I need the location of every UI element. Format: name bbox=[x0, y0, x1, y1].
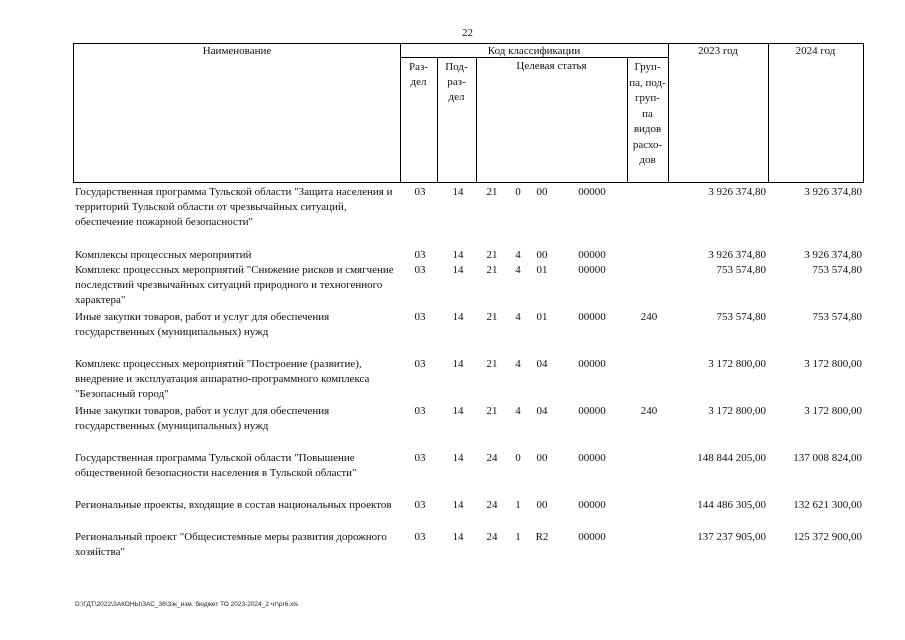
header-divider-code bbox=[668, 43, 669, 183]
row-podrazdel: 14 bbox=[452, 186, 464, 198]
row-razdel: 03 bbox=[414, 531, 426, 543]
row-target-structure: 00 bbox=[536, 249, 548, 261]
row-target-program: 21 bbox=[486, 358, 498, 370]
row-target-program: 21 bbox=[486, 311, 498, 323]
row-amount-2023: 3 926 374,80 bbox=[708, 249, 766, 261]
row-name: Государственная программа Тульской области "Повышение общественной безопасности населения в Тульской области" bbox=[75, 452, 357, 479]
header-right-border bbox=[863, 43, 864, 183]
row-target-structure: 01 bbox=[536, 311, 548, 323]
row-amount-2023: 3 172 800,00 bbox=[708, 358, 766, 370]
row-razdel: 03 bbox=[414, 405, 426, 417]
row-group: 240 bbox=[640, 405, 658, 417]
row-podrazdel: 14 bbox=[452, 531, 464, 543]
row-name: Комплекс процессных мероприятий "Снижение рисков и смягчение последствий чрезвычайных ситуаций природного и техногенного характера" bbox=[75, 264, 394, 306]
row-target-program: 24 bbox=[486, 452, 498, 464]
row-target-program: 21 bbox=[486, 249, 498, 261]
row-razdel: 03 bbox=[414, 186, 426, 198]
row-target-structure: 04 bbox=[536, 358, 548, 370]
row-target-type: 4 bbox=[515, 358, 521, 370]
row-target-program: 24 bbox=[486, 499, 498, 511]
header-razdel: Раз- дел bbox=[408, 61, 428, 88]
row-target-type: 0 bbox=[515, 186, 521, 198]
row-target-structure: 00 bbox=[536, 186, 548, 198]
row-amount-2023: 144 486 305,00 bbox=[697, 499, 766, 511]
header-target: Целевая статья bbox=[516, 60, 587, 72]
row-name: Иные закупки товаров, работ и услуг для обеспечения государственных (муниципальных) нужд bbox=[75, 311, 330, 338]
row-group: 240 bbox=[640, 311, 658, 323]
row-target-structure: R2 bbox=[535, 531, 549, 543]
row-name: Иные закупки товаров, работ и услуг для обеспечения государственных (муниципальных) нужд bbox=[75, 405, 330, 432]
row-podrazdel: 14 bbox=[452, 452, 464, 464]
row-target-direction: 00000 bbox=[578, 531, 606, 543]
row-target-type: 4 bbox=[515, 249, 521, 261]
row-name: Региональный проект "Общесистемные меры развития дорожного хозяйства" bbox=[75, 531, 387, 558]
header-2023: 2023 год bbox=[698, 45, 738, 57]
row-target-structure: 01 bbox=[536, 264, 548, 276]
row-target-program: 24 bbox=[486, 531, 498, 543]
row-razdel: 03 bbox=[414, 358, 426, 370]
row-target-direction: 00000 bbox=[578, 405, 606, 417]
row-razdel: 03 bbox=[414, 452, 426, 464]
header-bottom-border bbox=[73, 182, 864, 183]
row-target-direction: 00000 bbox=[578, 311, 606, 323]
row-razdel: 03 bbox=[414, 264, 426, 276]
row-amount-2023: 137 237 905,00 bbox=[697, 531, 766, 543]
row-amount-2024: 3 926 374,80 bbox=[804, 186, 862, 198]
row-name: Комплексы процессных мероприятий bbox=[75, 249, 252, 261]
row-target-type: 1 bbox=[515, 531, 521, 543]
row-target-structure: 04 bbox=[536, 405, 548, 417]
row-amount-2024: 753 574,80 bbox=[812, 311, 862, 323]
row-podrazdel: 14 bbox=[452, 311, 464, 323]
row-target-structure: 00 bbox=[536, 452, 548, 464]
row-amount-2024: 3 172 800,00 bbox=[804, 358, 862, 370]
row-target-type: 0 bbox=[515, 452, 521, 464]
row-amount-2024: 3 172 800,00 bbox=[804, 405, 862, 417]
row-amount-2023: 148 844 205,00 bbox=[697, 452, 766, 464]
row-target-type: 4 bbox=[515, 311, 521, 323]
row-razdel: 03 bbox=[414, 499, 426, 511]
row-target-type: 4 bbox=[515, 405, 521, 417]
row-target-direction: 00000 bbox=[578, 249, 606, 261]
row-name: Государственная программа Тульской области "Защита населения и территорий Тульской области от чрезвычайных ситуаций, обеспечение пожарной безопасности" bbox=[75, 186, 393, 228]
row-amount-2024: 132 621 300,00 bbox=[793, 499, 862, 511]
row-podrazdel: 14 bbox=[452, 405, 464, 417]
row-target-direction: 00000 bbox=[578, 358, 606, 370]
header-podrazdel: Под- раз- дел bbox=[445, 61, 468, 103]
row-target-program: 21 bbox=[486, 405, 498, 417]
header-divider-podrazdel bbox=[476, 57, 477, 183]
header-top-border bbox=[73, 43, 864, 44]
row-target-direction: 00000 bbox=[578, 452, 606, 464]
row-amount-2024: 125 372 900,00 bbox=[793, 531, 862, 543]
row-podrazdel: 14 bbox=[452, 249, 464, 261]
row-podrazdel: 14 bbox=[452, 264, 464, 276]
row-amount-2023: 3 172 800,00 bbox=[708, 405, 766, 417]
row-amount-2024: 137 008 824,00 bbox=[793, 452, 862, 464]
row-amount-2024: 3 926 374,80 bbox=[804, 249, 862, 261]
page-number: 22 bbox=[462, 27, 473, 39]
header-name: Наименование bbox=[202, 45, 272, 57]
header-group: Груп- па, под- груп- па видов расхо- дов bbox=[629, 61, 666, 166]
row-razdel: 03 bbox=[414, 311, 426, 323]
file-path-footer: D:\ГДТ\2022\ЗАКОНЫ\ЗАС_38\3зк_изм. бюджет ТО 2023-2024_2 чт\pr6.xls bbox=[75, 601, 299, 608]
header-2024: 2024 год bbox=[795, 45, 836, 57]
row-amount-2024: 753 574,80 bbox=[812, 264, 862, 276]
row-podrazdel: 14 bbox=[452, 358, 464, 370]
row-target-structure: 00 bbox=[536, 499, 548, 511]
row-name: Комплекс процессных мероприятий "Построение (развитие), внедрение и эксплуатация аппаратно-программного комплекса "Безопасный город" bbox=[75, 358, 370, 400]
row-podrazdel: 14 bbox=[452, 499, 464, 511]
row-target-program: 21 bbox=[486, 186, 498, 198]
header-divider-2023 bbox=[768, 43, 769, 183]
row-amount-2023: 3 926 374,80 bbox=[708, 186, 766, 198]
row-amount-2023: 753 574,80 bbox=[716, 264, 766, 276]
row-name: Региональные проекты, входящие в состав национальных проектов bbox=[75, 499, 392, 511]
header-left-border bbox=[73, 43, 74, 183]
row-amount-2023: 753 574,80 bbox=[716, 311, 766, 323]
row-target-type: 4 bbox=[515, 264, 521, 276]
header-code: Код классификации bbox=[487, 45, 581, 57]
row-target-type: 1 bbox=[515, 499, 521, 511]
row-target-direction: 00000 bbox=[578, 264, 606, 276]
row-target-direction: 00000 bbox=[578, 186, 606, 198]
row-razdel: 03 bbox=[414, 249, 426, 261]
row-target-program: 21 bbox=[486, 264, 498, 276]
row-target-direction: 00000 bbox=[578, 499, 606, 511]
